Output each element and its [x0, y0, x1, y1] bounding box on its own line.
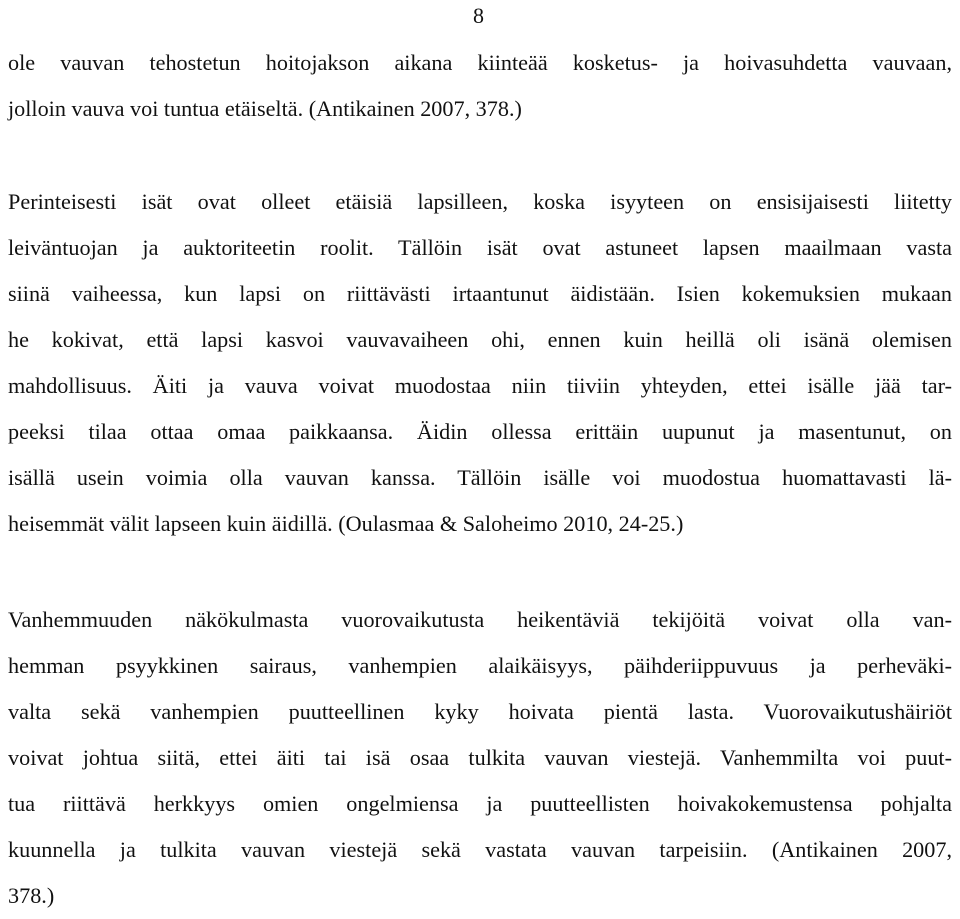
paragraph-line: mahdollisuus. Äiti ja vauva voivat muodostaa niin tiiviin yhteyden, ettei isälle jää tar-: [8, 373, 952, 398]
paragraph-line: ole vauvan tehostetun hoitojakson aikana kiinteää kosketus- ja hoivasuhdetta vauvaan,: [8, 50, 952, 75]
paragraph-1: [8, 40, 952, 132]
paragraph-line: tua riittävä herkkyys omien ongelmiensa ja puutteellisten hoivakokemustensa pohjalta: [8, 791, 952, 816]
paragraph-line: jolloin vauva voi tuntua etäiseltä. (Antikainen 2007, 378.): [8, 96, 522, 121]
paragraph-line: Vanhemmuuden näkökulmasta vuorovaikutusta heikentäviä tekijöitä voivat olla van-: [8, 607, 952, 632]
paragraph-line: he kokivat, että lapsi kasvoi vauvavaiheen ohi, ennen kuin heillä oli isänä olemisen: [8, 327, 952, 352]
paragraph-line: hemman psyykkinen sairaus, vanhempien alaikäisyys, päihderiippuvuus ja perheväki-: [8, 653, 952, 678]
paragraph-line: heisemmät välit lapseen kuin äidillä. (Oulasmaa & Saloheimo 2010, 24-25.): [8, 511, 684, 536]
paragraph-line: 378.): [8, 883, 55, 908]
paragraph-line: valta sekä vanhempien puutteellinen kyky hoivata pientä lasta. Vuorovaikutushäiriöt: [8, 699, 952, 724]
paragraph-2: [8, 179, 952, 547]
paragraph-line: leiväntuojan ja auktoriteetin roolit. Tällöin isät ovat astuneet lapsen maailmaan vasta: [8, 235, 952, 260]
paragraph-line: kuunnella ja tulkita vauvan viestejä sekä vastata vauvan tarpeisiin. (Antikainen 2007,: [8, 837, 952, 862]
paragraph-line: Perinteisesti isät ovat olleet etäisiä lapsilleen, koska isyyteen on ensisijaisesti liitetty: [8, 189, 952, 214]
paragraph-line: siinä vaiheessa, kun lapsi on riittävästi irtaantunut äidistään. Isien kokemuksien mukaan: [8, 281, 952, 306]
paragraph-line: voivat johtua siitä, ettei äiti tai isä osaa tulkita vauvan viestejä. Vanhemmilta voi puut-: [8, 745, 952, 770]
page-number: 8: [473, 3, 484, 28]
paragraph-line: isällä usein voimia olla vauvan kanssa. Tällöin isälle voi muodostua huomattavasti lä-: [8, 465, 952, 490]
paragraph-3: [8, 597, 952, 919]
paragraph-line: peeksi tilaa ottaa omaa paikkaansa. Äidin ollessa erittäin uupunut ja masentunut, on: [8, 419, 952, 444]
